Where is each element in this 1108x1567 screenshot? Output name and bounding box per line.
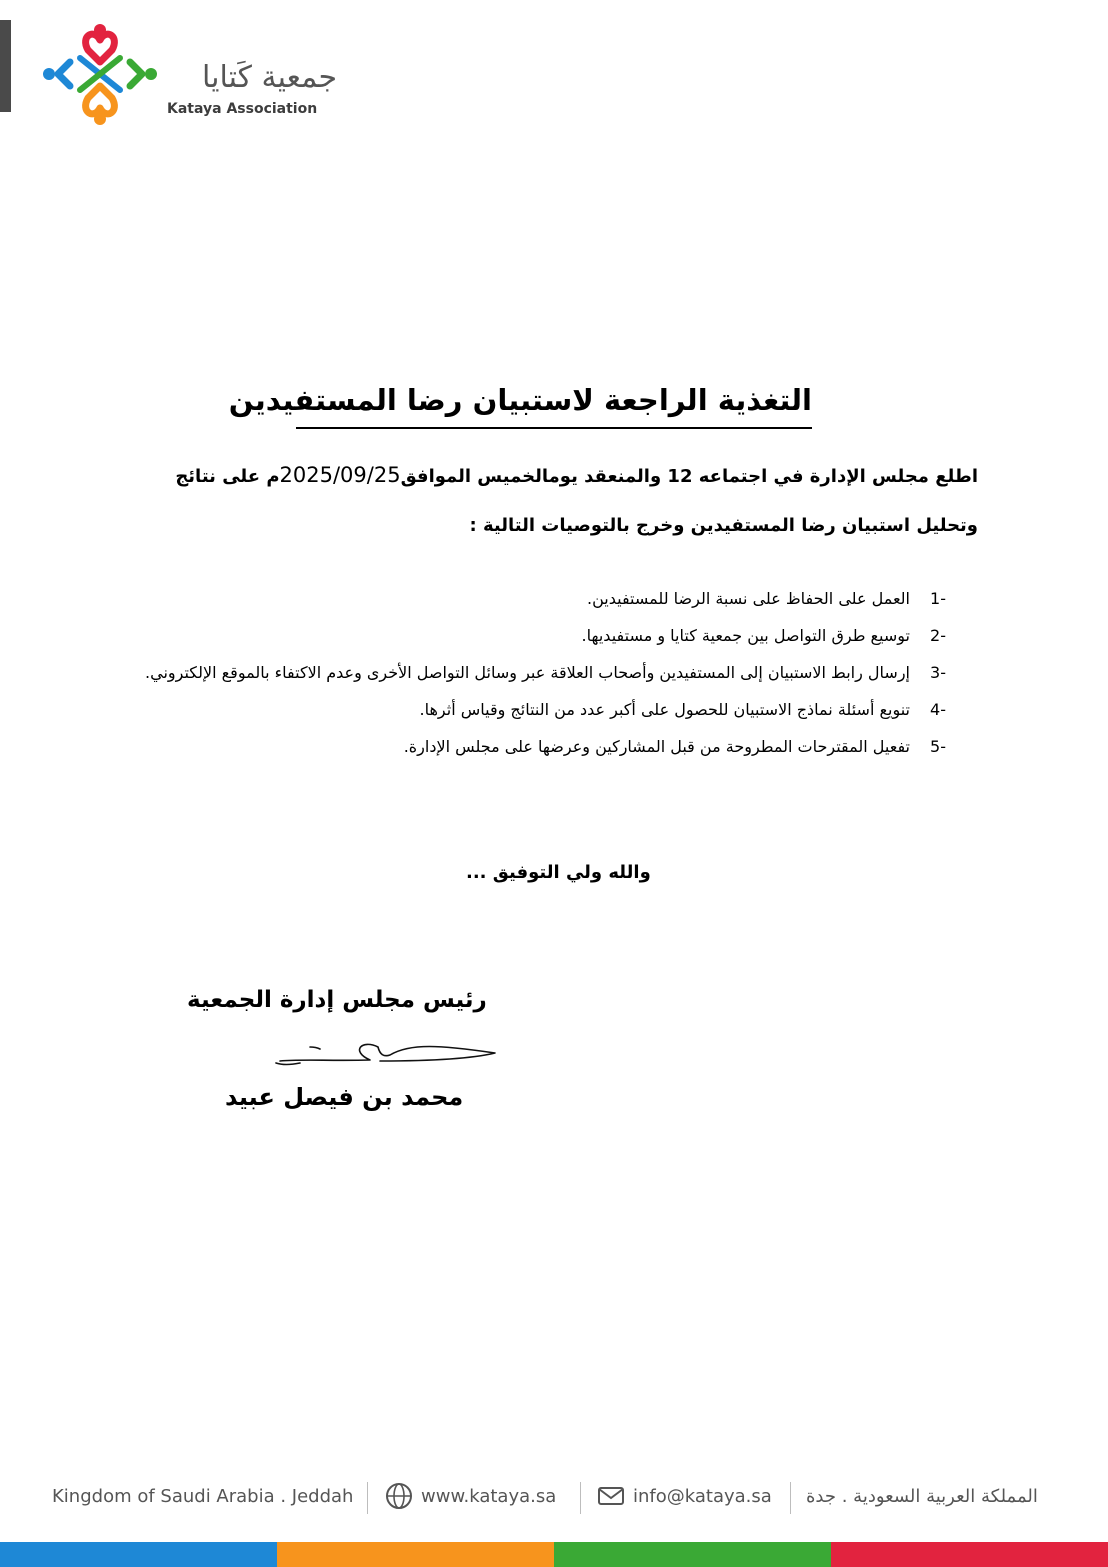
stripe-blue: [0, 1542, 277, 1567]
kataya-logo-mark-icon: [40, 22, 160, 128]
footer-website-link[interactable]: www.kataya.sa: [421, 1486, 557, 1507]
list-item-text: توسيع طرق التواصل بين جمعية كتايا و مستفيديها.: [581, 626, 910, 645]
footer-email-link[interactable]: info@kataya.sa: [633, 1486, 772, 1507]
list-item-text: العمل على الحفاظ على نسبة الرضا للمستفيدين.: [587, 589, 910, 608]
list-item-number: -1: [930, 589, 946, 608]
intro-line-1: [175, 463, 978, 487]
footer-location-en: Kingdom of Saudi Arabia . Jeddah: [52, 1486, 354, 1507]
footer-color-stripes: [0, 1542, 1108, 1567]
stripe-green: [554, 1542, 831, 1567]
list-item: [126, 691, 946, 728]
globe-icon: [385, 1482, 413, 1510]
handwritten-signature: [270, 1025, 502, 1071]
list-item-text: تفعيل المقترحات المطروحة من قبل المشاركين وعرضها على مجلس الإدارة.: [403, 737, 910, 756]
list-item-number: -4: [930, 700, 946, 719]
footer-location-ar: المملكة العربية السعودية . جدة: [806, 1486, 1038, 1507]
list-item-text: إرسال رابط الاستبيان إلى المستفيدين وأصحاب العلاقة عبر وسائل التواصل الأخرى وعدم الاكتفاء بالموقع الإلكتروني.: [145, 663, 910, 682]
intro-text-a: اطلع مجلس الإدارة في اجتماعه 12 والمنعقد يومالخميس الموافق: [400, 466, 978, 487]
meeting-date: 2025/09/25: [279, 463, 401, 487]
footer-divider: [790, 1482, 791, 1514]
footer-divider: [580, 1482, 581, 1514]
intro-text-b: م على نتائج: [175, 466, 280, 487]
page-footer: [0, 1478, 1108, 1518]
signatory-name: محمد بن فيصل عبيد: [225, 1083, 464, 1111]
list-item-number: -5: [930, 737, 946, 756]
org-name-english: Kataya Association: [167, 101, 318, 117]
list-item: [126, 617, 946, 654]
document-title: التغذية الراجعة لاستبيان رضا المستفيدين: [296, 377, 812, 429]
envelope-icon: [597, 1482, 625, 1510]
list-item-number: -3: [930, 663, 946, 682]
signatory-title: رئيس مجلس إدارة الجمعية: [187, 987, 487, 1013]
list-item: [126, 728, 946, 765]
list-item-text: تنويع أسئلة نماذج الاستبيان للحصول على أكبر عدد من النتائج وقياس أثرها.: [419, 700, 910, 719]
footer-divider: [367, 1482, 368, 1514]
stripe-red: [831, 1542, 1108, 1567]
org-name-arabic: جمعية كَتايا: [202, 60, 337, 95]
list-item-number: -2: [930, 626, 946, 645]
side-accent-bar: [0, 20, 11, 112]
recommendations-list: [126, 580, 946, 765]
closing-phrase: والله ولي التوفيق ...: [466, 862, 651, 883]
list-item: [126, 654, 946, 691]
intro-line-2: وتحليل استبيان رضا المستفيدين وخرج بالتوصيات التالية :: [469, 515, 978, 536]
stripe-orange: [277, 1542, 554, 1567]
list-item: [126, 580, 946, 617]
org-logo: [40, 22, 337, 128]
